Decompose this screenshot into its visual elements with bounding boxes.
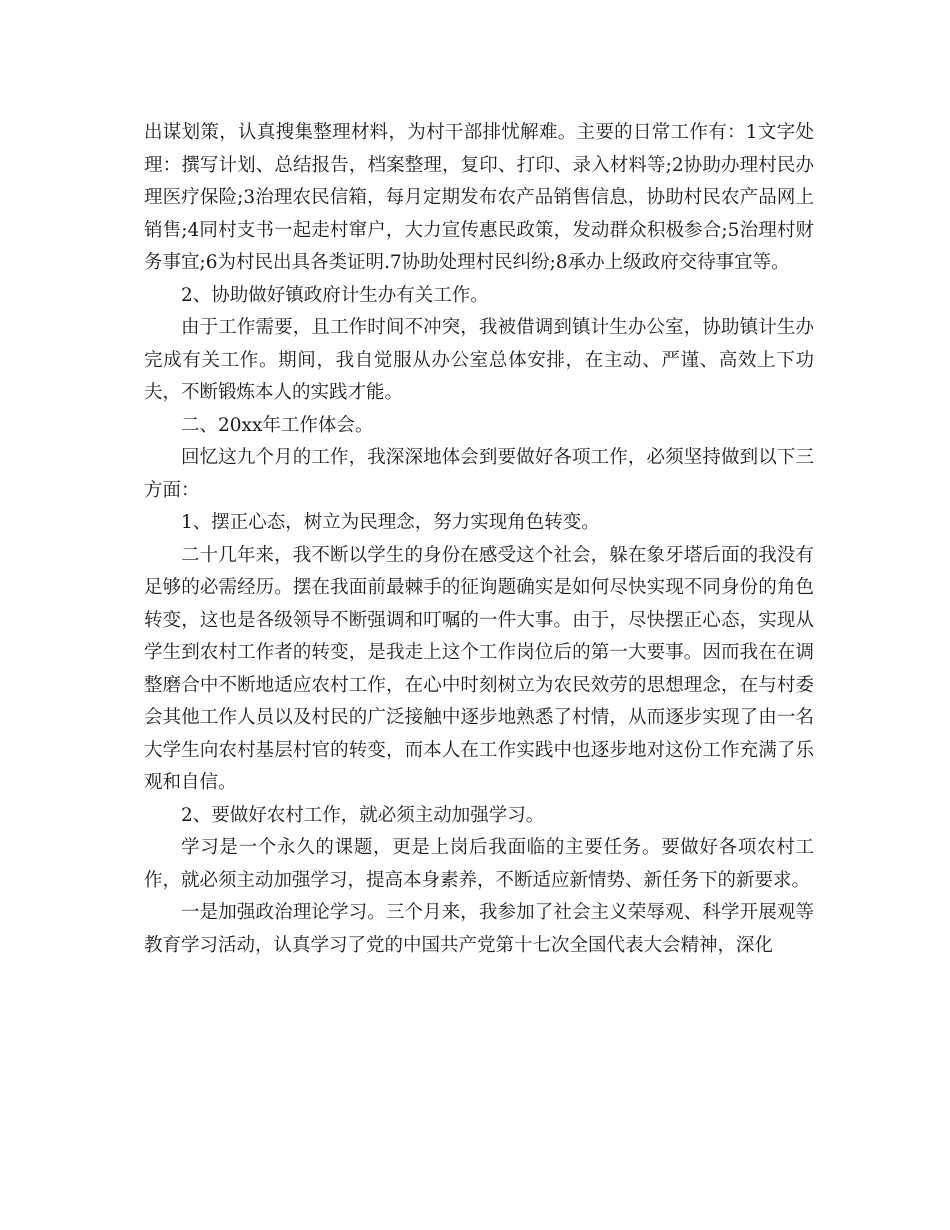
heading-family-planning-assist: 2、协助做好镇政府计生办有关工作。 — [181, 284, 489, 306]
heading-attitude: 1、摆正心态，树立为民理念，努力实现角色转变。 — [181, 512, 600, 533]
paragraph-recollection: 回忆这九个月的工作，我深深地体会到要做好各项工作，必须坚持做到以下三方面： — [144, 447, 814, 501]
document-body — [144, 117, 814, 962]
heading-work-experience: 二、20xx年工作体会。 — [181, 414, 374, 436]
heading-learning: 2、要做好农村工作，就必须主动加强学习。 — [181, 804, 545, 826]
paragraph-political-theory: 一是加强政治理论学习。三个月来，我参加了社会主义荣辱观、科学开展观等教育学习活动，认真学习了党的中国共产党第十七次全国代表大会精神，深化 — [144, 902, 814, 956]
paragraph-role-transition: 二十几年来，我不断以学生的身份在感受这个社会，躲在象牙塔后面的我没有足够的必需经历。摆在我面前最棘手的征询题确实是如何尽快实现不同身份的角色转变，这也是各级领导不断强调和叮嘱的一件大事。由于，尽快摆正心态，实现从学生到农村工作者的转变，是我走上这个工作岗位后的第一大要事。因而我在在调整磨合中不断地适应农村工作，在心中时刻树立为农民效劳的思想理念，在与村委会其他工作人员以及村民的广泛接触中逐步地熟悉了村情，从而逐步实现了由一名大学生向农村基层村官的转变，而本人在工作实践中也逐步地对这份工作充满了乐观和自信。 — [144, 544, 814, 793]
paragraph-family-planning: 由于工作需要，且工作时间不冲突，我被借调到镇计生办公室，协助镇计生办完成有关工作。期间，我自觉服从办公室总体安排，在主动、严谨、高效上下功夫，不断锻炼本人的实践才能。 — [144, 317, 814, 403]
paragraph-daily-work: 出谋划策，认真搜集整理材料，为村干部排忧解难。主要的日常工作有：1文字处理：撰写计划、总结报告，档案整理，复印、打印、录入材料等;2协助办理村民办理医疗保险;3治理农民信箱，每月定期发布农产品销售信息，协助村民农产品网上销售;4同村支书一起走村窜户，大力宣传惠民政策，发动群众积极参合;5治理村财务事宜;6为村民出具各类证明.7协助处理村民纠纷;8承办上级政府交待事宜等。 — [144, 122, 814, 273]
paragraph-learning: 学习是一个永久的课题，更是上岗后我面临的主要任务。要做好各项农村工作，就必须主动加强学习，提高本身素养，不断适应新情势、新任务下的新要求。 — [144, 837, 814, 891]
